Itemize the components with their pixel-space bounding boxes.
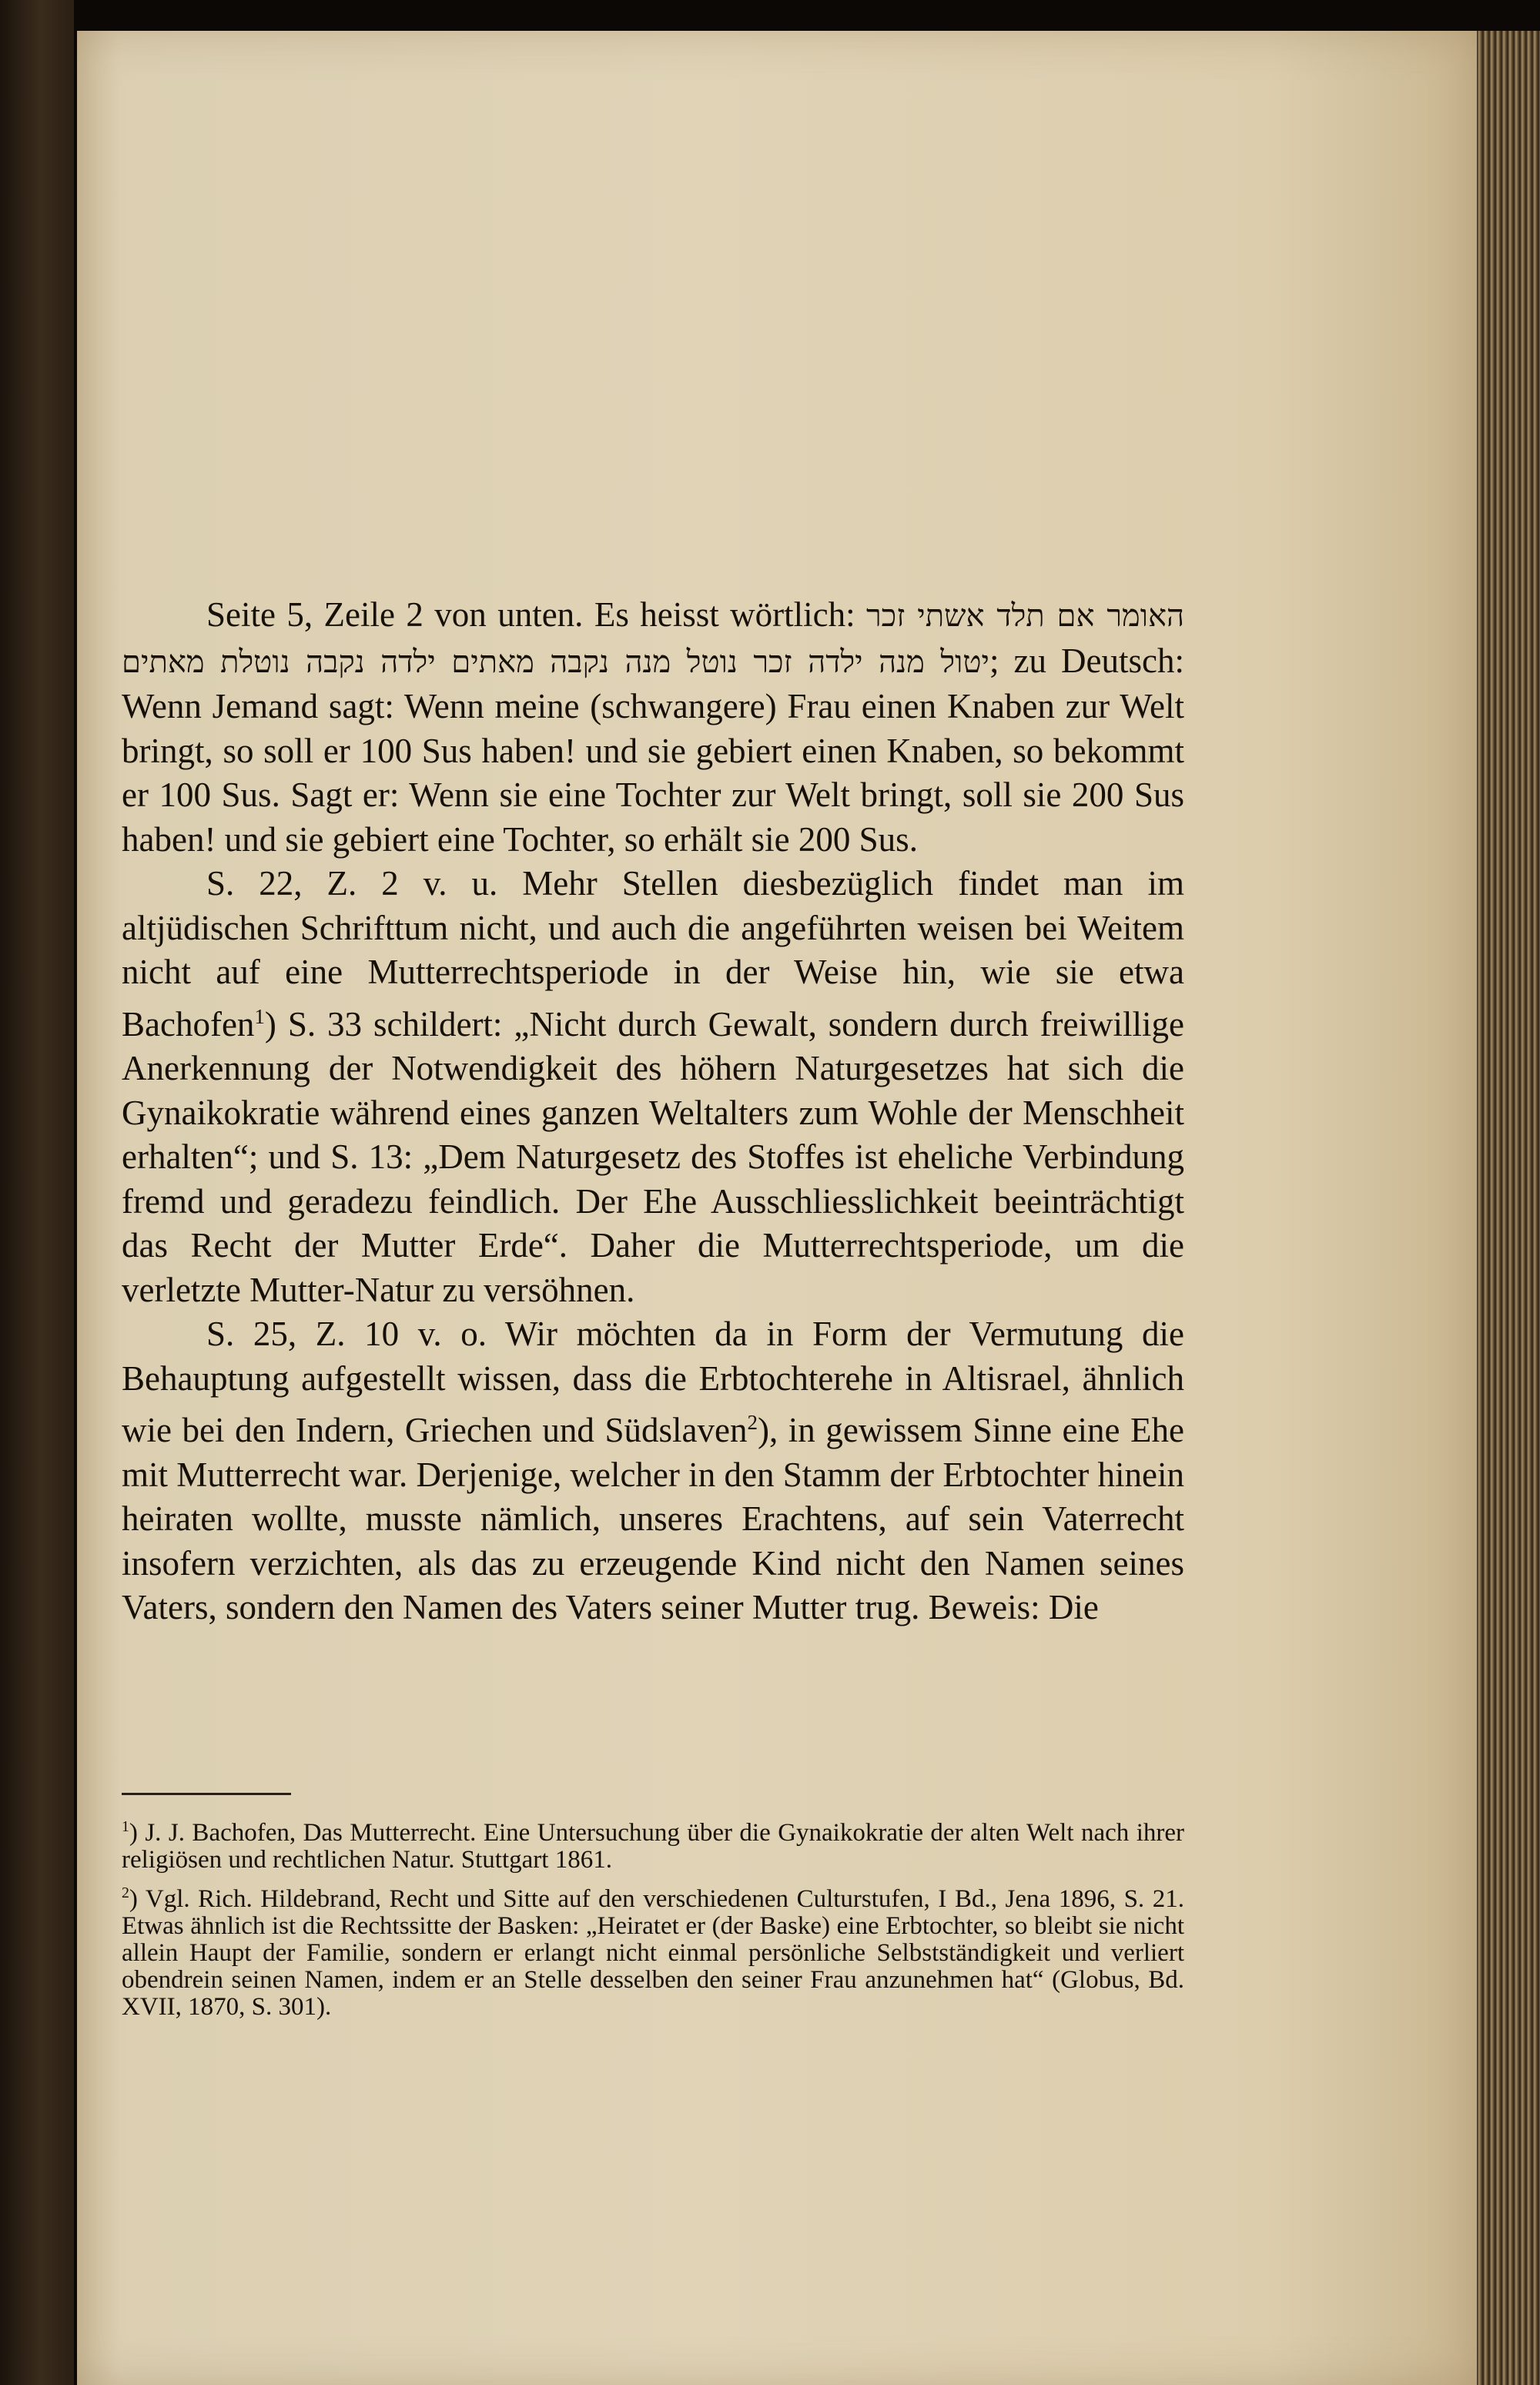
footnote-2-text: ) Vgl. Rich. Hildebrand, Recht und Sitte auf den verschiedenen Culturstufen, I Bd., Jena 1896, S. 21. Etwas ähnlich ist die Rechtssitte der Basken: „Heiratet er (der Baske) eine Erbtochter, so bleibt sie nicht allein Haupt der Familie, sondern er erlangt nicht einmal persönliche Selbstständigkeit und verliert obendrein seinen Namen, indem er an Stelle desselben den seiner Frau anzunehmen hat“ (Globus, Bd. XVII, 1870, S. 301). [122,1885,1184,2021]
footnote-2-mark: 2 [122,1884,129,1901]
hebrew-quote: האומר אם תלד אשתי זכר יטול מנה ילדה זכר נוטל מנה נקבה מאתים ילדה נקבה נוטלת מאתים [122,598,1184,680]
previous-page-edge [0,0,74,2385]
footnote-ref-2: 2 [747,1411,758,1434]
page-stack-edges [1477,31,1540,2385]
footnote-divider [122,1793,291,1795]
p2-text-a: S. 22, Z. 2 v. u. Mehr Stellen diesbezüglich findet man im altjüdischen Schrifttum nicht, und auch die angeführten weisen bei Weitem nicht auf eine Mutterrechtsperiode in der Weise hin, wie sie etwa Bachofen [122,864,1184,1043]
p2-text-b: ) S. 33 schildert: „Nicht durch Gewalt, sondern durch freiwillige Anerkennung der Notwendigkeit des höhern Naturgesetzes hat sich die Gynaikokratie während eines ganzen Weltalters zum Wohle der Menschheit erhalten“; und S. 13: „Dem Naturgesetz des Stoffes ist eheliche Verbindung fremd und geradezu feindlich. Der Ehe Ausschliesslichkeit beeinträchtigt das Recht der Mutter Erde“. Daher die Mutterrechtsperiode, um die verletzte Mutter-Natur zu versöhnen. [122,1004,1184,1309]
main-text [122,593,1184,1630]
p3-text-a: S. 25, Z. 10 v. o. Wir möchten da in Form der Vermutung die Behauptung aufgestellt wissen, dass die Erbtochterehe in Altisrael, ähnlich wie bei den Indern, Griechen und Südslaven [122,1315,1184,1449]
footnotes [122,1814,1184,2027]
footnote-1-mark: 1 [122,1818,129,1835]
p1-rest: ; zu Deutsch: Wenn Jemand sagt: Wenn meine (schwangere) Frau einen Knaben zur Welt bringt, so soll er 100 Sus haben! und sie gebiert einen Knaben, so bekommt er 100 Sus. Sagt er: Wenn sie eine Tochter zur Welt bringt, soll sie 200 Sus haben! und sie gebiert eine Tochter, so erhält sie 200 Sus. [122,641,1185,859]
footnote-2 [122,1880,1184,2021]
paragraph-1 [122,593,1184,862]
footnote-1 [122,1814,1184,1874]
paragraph-2 [122,862,1184,1312]
p1-lead: Seite 5, Zeile 2 von unten. Es heisst wörtlich: [206,595,867,634]
footnote-1-text: ) J. J. Bachofen, Das Mutterrecht. Eine Untersuchung über die Gynaikokratie der alten Welt nach ihrer religiösen und rechtlichen Natur. Stuttgart 1861. [122,1819,1184,1874]
footnote-ref-1: 1 [254,1004,265,1028]
p3-text-b: ), in gewissem Sinne eine Ehe mit Mutterrecht war. Derjenige, welcher in den Stamm der Erbtochter hinein heiraten wollte, musste nämlich, unseres Erachtens, auf sein Vaterrecht insofern verzichten, als das zu erzeugende Kind nicht den Namen seines Vaters, sondern den Namen des Vaters seiner Mutter trug. Beweis: Die [122,1411,1184,1626]
paragraph-3 [122,1312,1184,1630]
